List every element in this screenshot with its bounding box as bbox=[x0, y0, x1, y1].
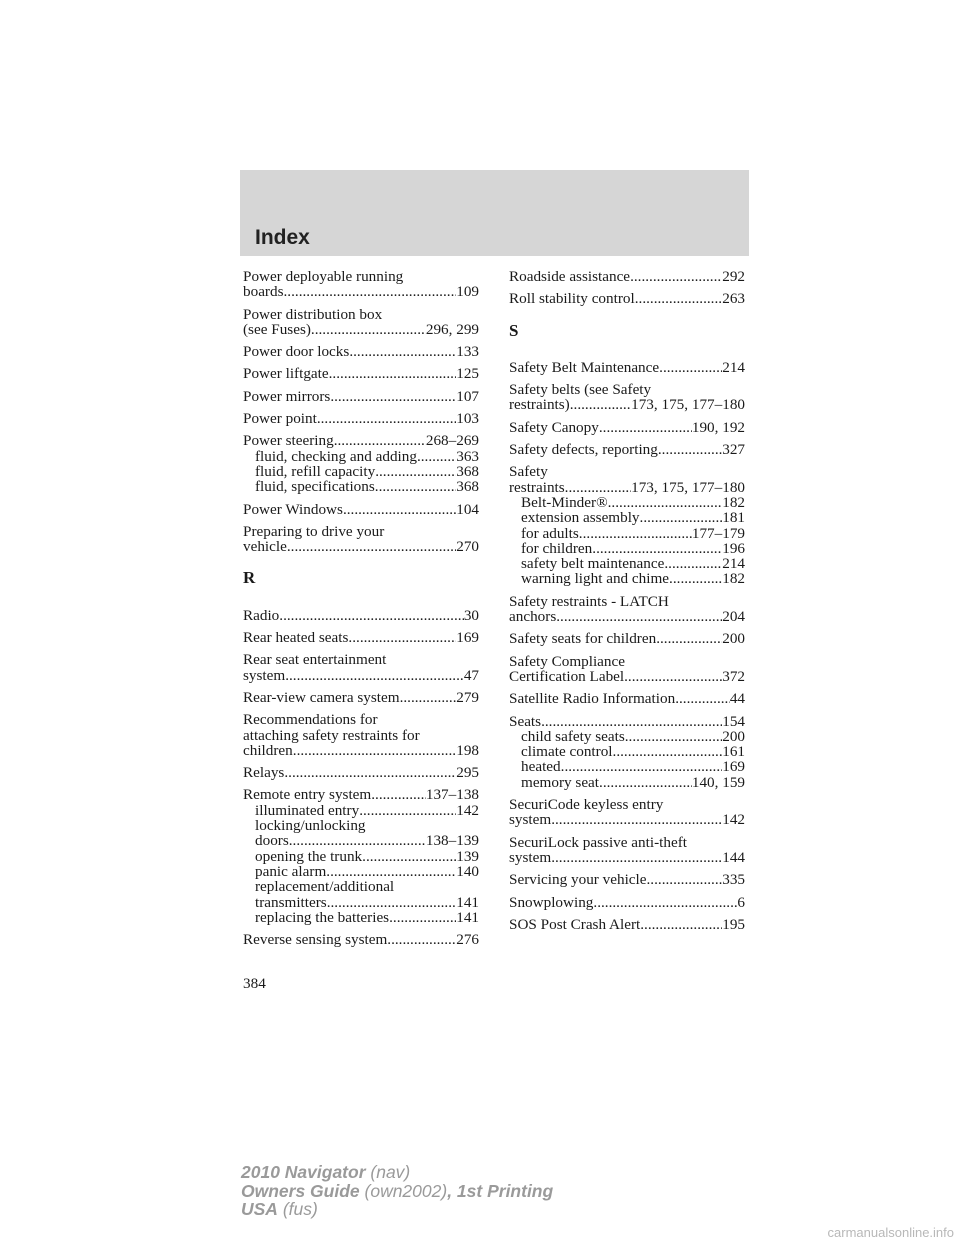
index-term: extension assembly bbox=[521, 509, 640, 527]
index-term: SOS Post Crash Alert bbox=[509, 915, 641, 933]
page-reference: 196 bbox=[722, 539, 745, 557]
index-subentry-line: locking/unlocking bbox=[255, 817, 366, 835]
dot-leader bbox=[593, 895, 737, 910]
page-reference: 30 bbox=[463, 606, 479, 624]
index-entry bbox=[509, 797, 745, 828]
index-leader-line bbox=[243, 322, 479, 337]
index-leader-line bbox=[509, 895, 745, 910]
dot-leader bbox=[570, 397, 631, 412]
page-reference: 141 bbox=[456, 908, 479, 926]
dot-leader bbox=[417, 449, 456, 464]
index-entry bbox=[509, 442, 745, 457]
index-entry-line: SecuriLock passive anti-theft bbox=[509, 833, 687, 851]
page-reference: 198 bbox=[456, 741, 479, 759]
index-entry-line: Preparing to drive your bbox=[243, 522, 385, 540]
index-entry bbox=[243, 502, 479, 517]
page-reference: 161 bbox=[722, 743, 745, 761]
index-entry bbox=[243, 787, 479, 925]
index-entry-line: Power deployable running bbox=[243, 268, 404, 285]
index-leader-line bbox=[509, 812, 745, 827]
dot-leader bbox=[329, 366, 457, 381]
index-leader-line bbox=[243, 502, 479, 517]
index-leader-line bbox=[509, 397, 745, 412]
dot-leader bbox=[284, 765, 456, 780]
dot-leader bbox=[592, 541, 722, 556]
page-reference: 195 bbox=[722, 915, 745, 933]
dot-leader bbox=[349, 344, 456, 359]
index-term: Reverse sensing system bbox=[243, 931, 388, 949]
index-entry bbox=[243, 712, 479, 758]
dot-leader bbox=[630, 269, 722, 284]
dot-leader bbox=[348, 630, 456, 645]
index-subentry bbox=[243, 849, 479, 864]
index-term: for adults bbox=[521, 524, 579, 542]
index-leader-line bbox=[243, 630, 479, 645]
page-reference: 144 bbox=[722, 848, 745, 866]
index-leader-line bbox=[509, 669, 745, 684]
index-term: Power liftgate bbox=[243, 365, 329, 383]
index-leader-line bbox=[243, 366, 479, 381]
page-reference: 270 bbox=[456, 538, 479, 556]
dot-leader bbox=[551, 850, 722, 865]
page-reference: 182 bbox=[722, 570, 745, 588]
index-leader-line bbox=[509, 631, 745, 646]
index-entry-line: Safety restraints - LATCH bbox=[509, 592, 669, 610]
dot-leader bbox=[287, 539, 456, 554]
dot-leader bbox=[613, 744, 723, 759]
index-entry bbox=[509, 291, 745, 306]
index-term: Safety defects, reporting bbox=[509, 441, 658, 459]
index-term: transmitters bbox=[255, 893, 327, 911]
index-leader-line bbox=[509, 872, 745, 887]
dot-leader bbox=[541, 714, 722, 729]
page-reference: 173, 175, 177–180 bbox=[631, 396, 745, 414]
dot-leader bbox=[561, 759, 723, 774]
index-term: fluid, checking and adding bbox=[255, 447, 417, 465]
page-reference: 104 bbox=[456, 500, 479, 518]
index-subentry bbox=[509, 510, 745, 525]
dot-leader bbox=[289, 833, 426, 848]
index-term: system bbox=[509, 848, 552, 866]
index-entry bbox=[509, 464, 745, 586]
index-entry bbox=[509, 835, 745, 866]
index-entry bbox=[509, 420, 745, 435]
index-term: Power point bbox=[243, 410, 317, 428]
index-entry bbox=[243, 366, 479, 381]
index-term: Safety Canopy bbox=[509, 418, 599, 436]
index-term: Power door locks bbox=[243, 343, 350, 361]
page-reference: 138–139 bbox=[425, 832, 479, 850]
dot-leader bbox=[556, 609, 722, 624]
index-leader-line bbox=[243, 743, 479, 758]
page-reference: 214 bbox=[722, 358, 745, 376]
page-title: Index bbox=[255, 226, 310, 249]
index-leader-line bbox=[243, 765, 479, 780]
index-entry bbox=[243, 652, 479, 683]
page-reference: 103 bbox=[456, 410, 479, 428]
index-entry bbox=[509, 382, 745, 413]
index-entry-line: Safety bbox=[509, 463, 548, 481]
dot-leader bbox=[669, 571, 722, 586]
dot-leader bbox=[656, 631, 722, 646]
page-number: 384 bbox=[243, 975, 266, 992]
dot-leader bbox=[608, 495, 723, 510]
index-leader-line bbox=[243, 344, 479, 359]
index-entry bbox=[243, 411, 479, 426]
page-reference: 142 bbox=[456, 801, 479, 819]
index-leader-line bbox=[243, 690, 479, 705]
page-reference: 263 bbox=[722, 290, 745, 308]
index-leader-line bbox=[243, 787, 479, 802]
index-entry bbox=[509, 631, 745, 646]
page-reference: 327 bbox=[722, 441, 745, 459]
index-term: Rear heated seats bbox=[243, 629, 349, 647]
index-entry bbox=[243, 269, 479, 300]
page-reference: 292 bbox=[722, 268, 745, 285]
index-term: Safety Belt Maintenance bbox=[509, 358, 660, 376]
index-term: Relays bbox=[243, 764, 285, 782]
page-reference: 368 bbox=[456, 478, 479, 496]
page-reference: 137–138 bbox=[425, 786, 479, 804]
page-reference: 142 bbox=[722, 811, 745, 829]
index-term: Safety seats for children bbox=[509, 630, 657, 648]
dot-leader bbox=[640, 510, 723, 525]
dot-leader bbox=[285, 668, 464, 683]
index-entry-line: SecuriCode keyless entry bbox=[509, 796, 664, 814]
page-reference: 139 bbox=[456, 847, 479, 865]
index-term: Snowplowing bbox=[509, 893, 594, 911]
header-band bbox=[240, 170, 749, 256]
dot-leader bbox=[371, 787, 426, 802]
page-reference: 125 bbox=[456, 365, 479, 383]
index-subentry bbox=[243, 864, 479, 879]
dot-leader bbox=[400, 690, 457, 705]
page-reference: 173, 175, 177–180 bbox=[631, 478, 745, 496]
index-entry-line: Rear seat entertainment bbox=[243, 651, 387, 669]
dot-leader bbox=[334, 433, 426, 448]
index-subentry bbox=[509, 729, 745, 744]
footer-model: 2010 Navigator bbox=[241, 1162, 366, 1182]
index-term: warning light and chime bbox=[521, 570, 670, 588]
index-leader-line bbox=[509, 291, 745, 306]
index-leader-line bbox=[243, 284, 479, 299]
index-leader-line bbox=[509, 360, 745, 375]
index-subentry bbox=[509, 556, 745, 571]
index-leader-line bbox=[243, 389, 479, 404]
index-term: Certification Label bbox=[509, 667, 625, 685]
index-subentry-line: replacement/additional bbox=[255, 878, 395, 896]
index-entry bbox=[509, 654, 745, 685]
index-entry bbox=[243, 608, 479, 623]
footer-market-code: (fus) bbox=[277, 1199, 318, 1219]
index-term: safety belt maintenance bbox=[521, 555, 665, 573]
index-term: for children bbox=[521, 539, 593, 557]
page-reference: 204 bbox=[722, 608, 745, 626]
index-term: heated bbox=[521, 758, 561, 776]
index-term: restraints) bbox=[509, 396, 570, 414]
footer-guide-code: (own2002) bbox=[359, 1180, 448, 1201]
index-term: Power steering bbox=[243, 432, 334, 450]
dot-leader bbox=[362, 849, 456, 864]
page-reference: 47 bbox=[463, 666, 479, 684]
dot-leader bbox=[599, 775, 692, 790]
index-entry bbox=[509, 691, 745, 706]
dot-leader bbox=[311, 322, 426, 337]
index-term: child safety seats bbox=[521, 727, 625, 745]
index-entry bbox=[243, 630, 479, 645]
index-entry bbox=[243, 389, 479, 404]
page-reference: 295 bbox=[456, 764, 479, 782]
index-entry bbox=[509, 895, 745, 910]
page-reference: 140, 159 bbox=[691, 773, 745, 791]
page-reference: 44 bbox=[729, 690, 745, 708]
page-reference: 133 bbox=[456, 343, 479, 361]
index-leader-line bbox=[509, 609, 745, 624]
index-term: anchors bbox=[509, 608, 557, 626]
index-entry-line: Safety Compliance bbox=[509, 652, 625, 670]
index-entry-line: attaching safety restraints for bbox=[243, 726, 420, 744]
index-entry bbox=[243, 307, 479, 338]
index-leader-line bbox=[509, 691, 745, 706]
index-subentry bbox=[243, 449, 479, 464]
index-leader-line bbox=[509, 480, 745, 495]
page-reference: 107 bbox=[456, 387, 479, 405]
index-leader-line bbox=[509, 442, 745, 457]
index-subentry bbox=[243, 895, 479, 910]
dot-leader bbox=[359, 803, 456, 818]
index-term: Roadside assistance bbox=[509, 268, 631, 285]
page-reference: 335 bbox=[722, 871, 745, 889]
dot-leader bbox=[579, 526, 692, 541]
index-term: vehicle bbox=[243, 538, 287, 556]
page-reference: 6 bbox=[737, 893, 745, 911]
section-letter-s: S bbox=[509, 320, 519, 340]
footer-printing: , 1st Printing bbox=[447, 1180, 554, 1201]
page-reference: 190, 192 bbox=[691, 418, 745, 436]
dot-leader bbox=[625, 729, 722, 744]
index-subentry bbox=[243, 803, 479, 818]
index-term: illuminated entry bbox=[255, 801, 360, 819]
index-term: system bbox=[243, 666, 286, 684]
page-reference: 214 bbox=[722, 555, 745, 573]
index-leader-line bbox=[243, 433, 479, 448]
page-reference: 177–179 bbox=[691, 524, 745, 542]
page-reference: 372 bbox=[722, 667, 745, 685]
index-term: Power mirrors bbox=[243, 387, 331, 405]
index-subentry bbox=[509, 526, 745, 541]
index-term: (see Fuses) bbox=[243, 320, 311, 338]
dot-leader bbox=[551, 812, 722, 827]
index-term: climate control bbox=[521, 743, 613, 761]
index-term: system bbox=[509, 811, 552, 829]
page-reference: 141 bbox=[456, 893, 479, 911]
index-term: Radio bbox=[243, 606, 280, 624]
index-leader-line bbox=[243, 608, 479, 623]
index-term: memory seat bbox=[521, 773, 600, 791]
page-reference: 182 bbox=[722, 493, 745, 511]
print-footer bbox=[241, 1163, 553, 1219]
page-reference: 169 bbox=[722, 758, 745, 776]
dot-leader bbox=[624, 669, 722, 684]
index-entry-line: Safety belts (see Safety bbox=[509, 381, 652, 399]
index-term: Satellite Radio Information bbox=[509, 690, 676, 708]
index-entry bbox=[509, 872, 745, 887]
dot-leader bbox=[599, 420, 692, 435]
index-entry bbox=[243, 932, 479, 947]
index-subentry bbox=[509, 495, 745, 510]
index-leader-line bbox=[243, 411, 479, 426]
dot-leader bbox=[343, 502, 456, 517]
index-term: children bbox=[243, 741, 293, 759]
dot-leader bbox=[664, 556, 722, 571]
footer-market: USA bbox=[241, 1199, 278, 1219]
index-entry bbox=[509, 594, 745, 625]
index-subentry bbox=[509, 744, 745, 759]
page-reference: 109 bbox=[456, 283, 479, 301]
index-term: replacing the batteries bbox=[255, 908, 390, 926]
page-reference: 368 bbox=[456, 462, 479, 480]
index-entry bbox=[509, 714, 745, 790]
index-entry bbox=[243, 765, 479, 780]
dot-leader bbox=[389, 910, 456, 925]
index-subentry bbox=[243, 479, 479, 494]
index-term: restraints bbox=[509, 478, 565, 496]
index-leader-line bbox=[243, 668, 479, 683]
index-leader-line bbox=[509, 917, 745, 932]
dot-leader bbox=[375, 479, 456, 494]
index-leader-line bbox=[509, 420, 745, 435]
index-column-right bbox=[509, 269, 745, 939]
index-term: doors bbox=[255, 832, 289, 850]
index-entry bbox=[243, 433, 479, 494]
index-entry bbox=[509, 269, 745, 284]
dot-leader bbox=[317, 411, 456, 426]
index-entry bbox=[509, 917, 745, 932]
index-term: Rear-view camera system bbox=[243, 688, 400, 706]
index-entry bbox=[243, 524, 479, 555]
dot-leader bbox=[647, 872, 723, 887]
watermark: carmanualsonline.info bbox=[827, 1225, 954, 1240]
dot-leader bbox=[658, 442, 722, 457]
page-reference: 154 bbox=[722, 712, 745, 730]
footer-guide: Owners Guide bbox=[241, 1180, 360, 1201]
dot-leader bbox=[326, 864, 456, 879]
index-term: opening the trunk bbox=[255, 847, 363, 865]
index-entry bbox=[509, 360, 745, 375]
dot-leader bbox=[659, 360, 722, 375]
page-reference: 363 bbox=[456, 447, 479, 465]
dot-leader bbox=[635, 291, 723, 306]
page-reference: 200 bbox=[722, 630, 745, 648]
page-reference: 169 bbox=[456, 629, 479, 647]
index-subentry bbox=[243, 833, 479, 848]
index-term: panic alarm bbox=[255, 862, 327, 880]
index-term: boards bbox=[243, 283, 284, 301]
page-reference: 276 bbox=[456, 931, 479, 949]
dot-leader bbox=[375, 464, 456, 479]
index-term: Servicing your vehicle bbox=[509, 871, 647, 889]
index-term: Belt-Minder® bbox=[521, 493, 608, 511]
page-reference: 181 bbox=[722, 509, 745, 527]
index-term: Power Windows bbox=[243, 500, 343, 518]
page-reference: 279 bbox=[456, 688, 479, 706]
dot-leader bbox=[640, 917, 722, 932]
section-letter-r: R bbox=[243, 568, 256, 588]
dot-leader bbox=[327, 895, 457, 910]
index-term: Remote entry system bbox=[243, 786, 372, 804]
index-leader-line bbox=[509, 269, 745, 284]
index-subentry bbox=[509, 571, 745, 586]
index-subentry bbox=[243, 464, 479, 479]
index-entry-line: Recommendations for bbox=[243, 711, 378, 729]
index-subentry bbox=[509, 775, 745, 790]
index-column-left bbox=[243, 269, 479, 954]
dot-leader bbox=[330, 389, 456, 404]
index-subentry bbox=[243, 910, 479, 925]
dot-leader bbox=[565, 480, 631, 495]
index-term: Roll stability control bbox=[509, 290, 635, 308]
index-entry-line: Power distribution box bbox=[243, 305, 383, 323]
dot-leader bbox=[293, 743, 456, 758]
dot-leader bbox=[284, 284, 457, 299]
page-reference: 268–269 bbox=[425, 432, 479, 450]
index-leader-line bbox=[509, 714, 745, 729]
index-term: Seats bbox=[509, 712, 542, 730]
index-term: fluid, specifications bbox=[255, 478, 375, 496]
index-leader-line bbox=[509, 850, 745, 865]
page-reference: 200 bbox=[722, 727, 745, 745]
index-subentry bbox=[509, 541, 745, 556]
dot-leader bbox=[387, 932, 456, 947]
page-reference: 296, 299 bbox=[425, 320, 479, 338]
index-term: fluid, refill capacity bbox=[255, 462, 376, 480]
index-entry bbox=[243, 344, 479, 359]
dot-leader bbox=[279, 608, 464, 623]
index-leader-line bbox=[243, 539, 479, 554]
index-leader-line bbox=[243, 932, 479, 947]
index-entry bbox=[243, 690, 479, 705]
dot-leader bbox=[675, 691, 730, 706]
index-subentry bbox=[509, 759, 745, 774]
page-reference: 140 bbox=[456, 862, 479, 880]
footer-model-code: (nav) bbox=[365, 1162, 411, 1182]
